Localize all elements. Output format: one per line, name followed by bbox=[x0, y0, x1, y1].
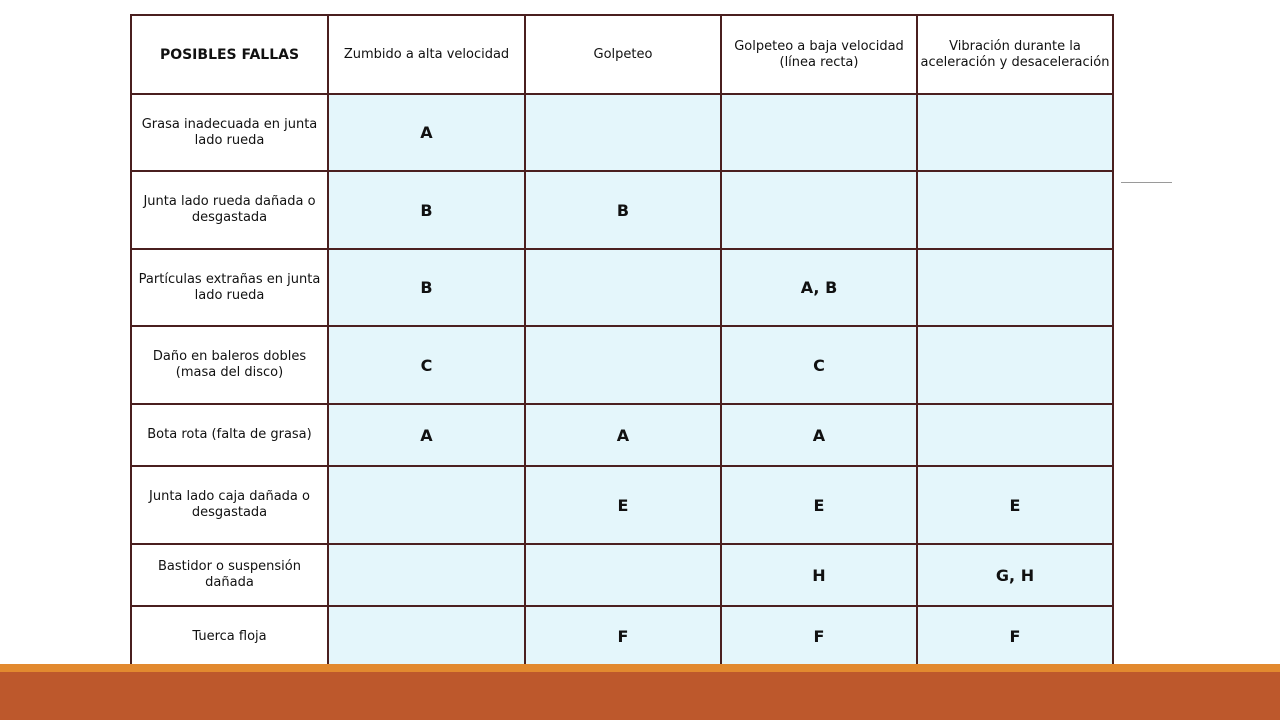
table-row bbox=[131, 94, 1113, 171]
table-cell: E bbox=[721, 466, 917, 544]
table-cell: C bbox=[721, 326, 917, 404]
column-header-possible-faults: POSIBLES FALLAS bbox=[131, 15, 328, 94]
table-cell: G, H bbox=[917, 544, 1113, 606]
row-label: Junta lado caja dañada o desgastada bbox=[131, 466, 328, 544]
table-cell bbox=[328, 466, 525, 544]
footer-band bbox=[0, 672, 1280, 720]
table-cell bbox=[917, 404, 1113, 466]
table-row bbox=[131, 544, 1113, 606]
table-row bbox=[131, 606, 1113, 667]
decorative-rule bbox=[1121, 182, 1172, 183]
table-cell: A bbox=[328, 404, 525, 466]
table-row bbox=[131, 404, 1113, 466]
table-row bbox=[131, 249, 1113, 326]
table-row bbox=[131, 171, 1113, 249]
table-cell bbox=[525, 249, 721, 326]
table-cell bbox=[525, 94, 721, 171]
column-header-high-speed-hum: Zumbido a alta velocidad bbox=[328, 15, 525, 94]
table-cell: E bbox=[917, 466, 1113, 544]
row-label: Grasa inadecuada en junta lado rueda bbox=[131, 94, 328, 171]
table-cell: C bbox=[328, 326, 525, 404]
table-cell: B bbox=[328, 171, 525, 249]
column-header-acceleration-vibration: Vibración durante la aceleración y desaceleración bbox=[917, 15, 1113, 94]
row-label: Junta lado rueda dañada o desgastada bbox=[131, 171, 328, 249]
table-cell bbox=[328, 544, 525, 606]
table-cell bbox=[721, 171, 917, 249]
header-row bbox=[131, 15, 1113, 94]
table-cell bbox=[525, 544, 721, 606]
column-header-knocking: Golpeteo bbox=[525, 15, 721, 94]
row-label: Daño en baleros dobles (masa del disco) bbox=[131, 326, 328, 404]
table-row bbox=[131, 466, 1113, 544]
table-cell bbox=[917, 326, 1113, 404]
table-cell: A bbox=[721, 404, 917, 466]
table-cell: A, B bbox=[721, 249, 917, 326]
table-cell: H bbox=[721, 544, 917, 606]
table-row bbox=[131, 326, 1113, 404]
table-cell bbox=[917, 171, 1113, 249]
column-header-low-speed-knocking: Golpeteo a baja velocidad (línea recta) bbox=[721, 15, 917, 94]
table-cell bbox=[328, 606, 525, 667]
footer-accent-strip bbox=[0, 664, 1280, 672]
table-cell bbox=[721, 94, 917, 171]
table-cell: B bbox=[525, 171, 721, 249]
table-cell bbox=[917, 94, 1113, 171]
row-label: Tuerca floja bbox=[131, 606, 328, 667]
row-label: Bota rota (falta de grasa) bbox=[131, 404, 328, 466]
table-cell: F bbox=[525, 606, 721, 667]
row-label: Bastidor o suspensión dañada bbox=[131, 544, 328, 606]
table-cell: F bbox=[721, 606, 917, 667]
table-cell: F bbox=[917, 606, 1113, 667]
fault-diagnosis-table bbox=[130, 14, 1114, 668]
table-cell bbox=[525, 326, 721, 404]
table-cell: E bbox=[525, 466, 721, 544]
table-cell: A bbox=[328, 94, 525, 171]
table-cell: B bbox=[328, 249, 525, 326]
table-cell bbox=[917, 249, 1113, 326]
row-label: Partículas extrañas en junta lado rueda bbox=[131, 249, 328, 326]
table-cell: A bbox=[525, 404, 721, 466]
